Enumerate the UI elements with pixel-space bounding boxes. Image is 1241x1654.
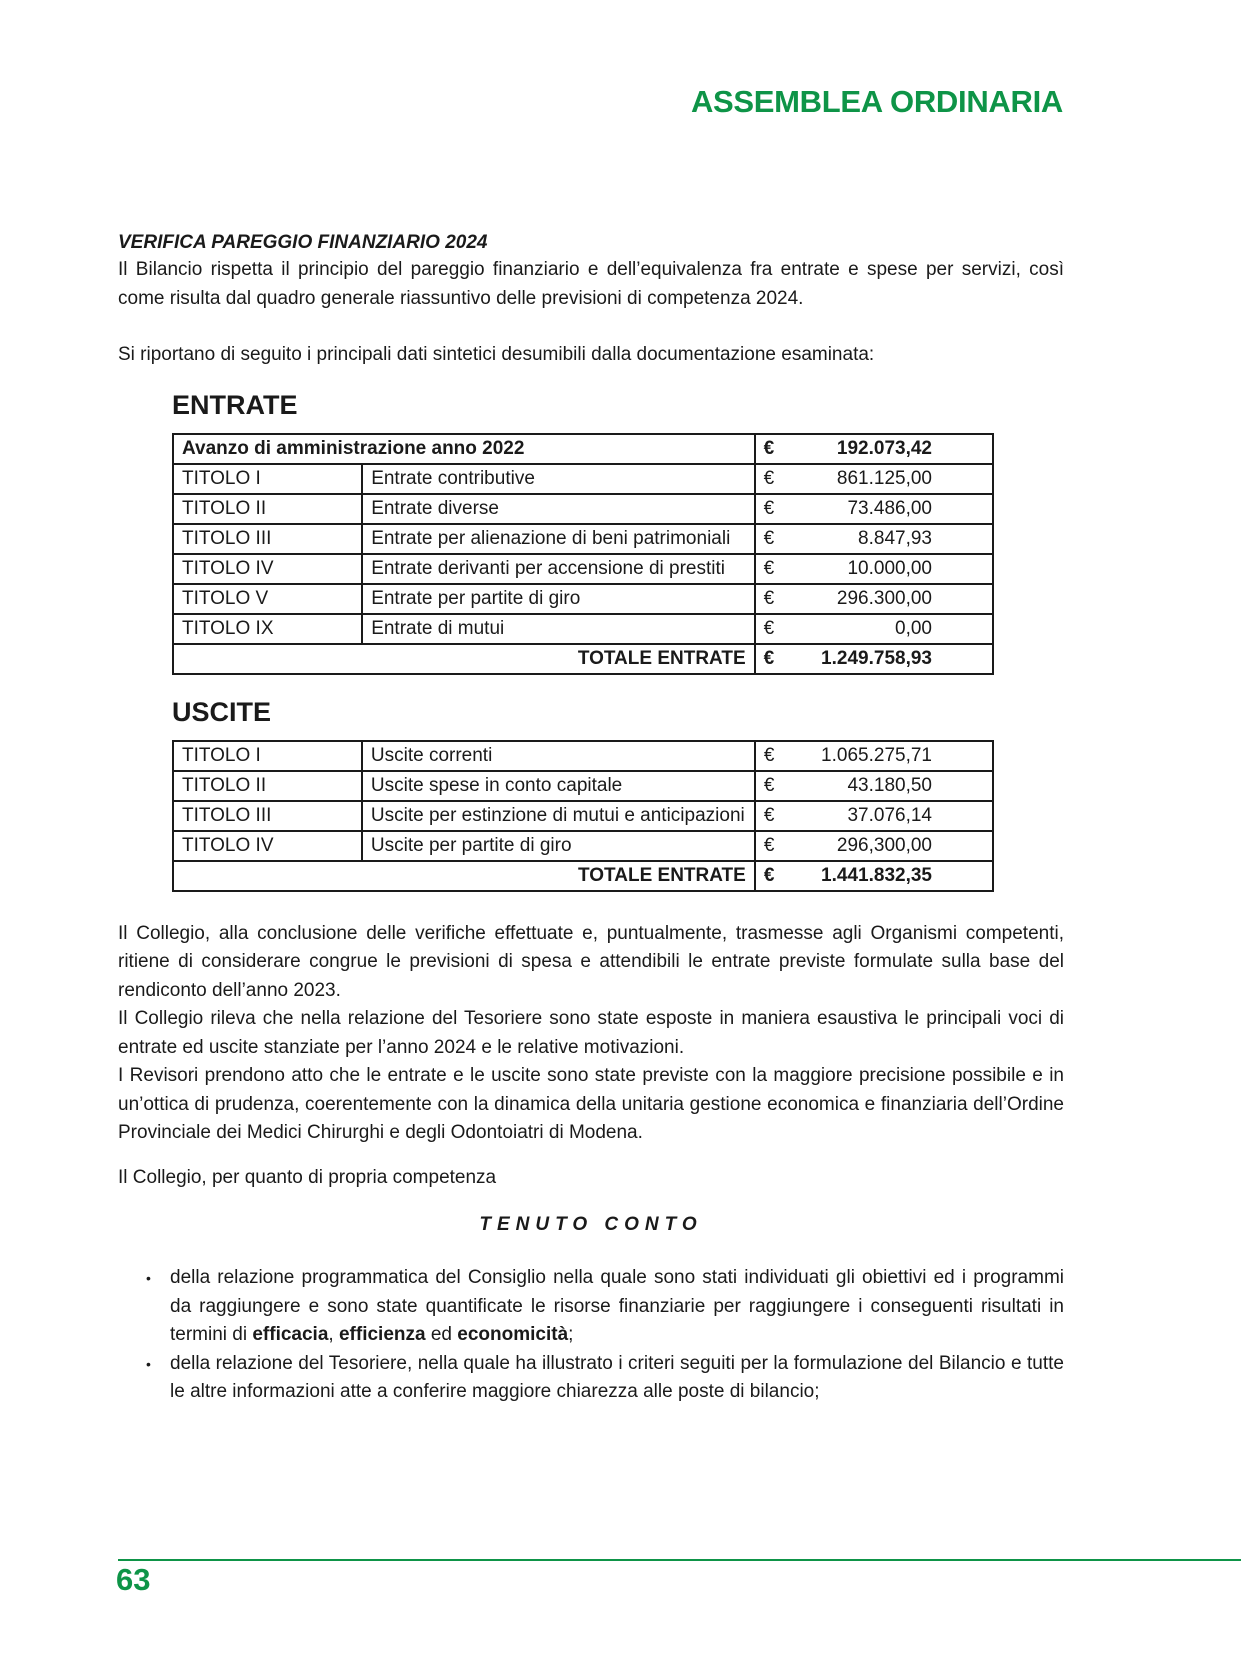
amount-value: 296,300,00 bbox=[836, 834, 932, 856]
amount-cell bbox=[755, 524, 993, 554]
list-item-separator: , bbox=[328, 1324, 339, 1345]
list-item-text: della relazione del Tesoriere, nella quale ha illustrato i criteri seguiti per la formulazione del Bilancio e tutte le altre informazioni atte a conferire maggiore chiarezza alle poste di bilancio; bbox=[170, 1352, 1064, 1402]
amount-value: 37.076,14 bbox=[847, 804, 932, 826]
list-item-separator: ed bbox=[425, 1324, 458, 1345]
currency-symbol: € bbox=[763, 437, 775, 459]
avanzo-amount: 192.073,42 bbox=[836, 437, 932, 459]
description-cell: Entrate per partite di giro bbox=[362, 584, 754, 614]
collegio-paragraph: Il Collegio, alla conclusione delle verifiche effettuate e, puntualmente, trasmesse agli Organismi competenti, ritiene di considerare congrue le previsioni di spesa e attendibili le entrate previste formulate sulla base del rendiconto dell’anno 2023. bbox=[118, 922, 1064, 1001]
amount-cell bbox=[755, 831, 993, 861]
bullet-icon: • bbox=[146, 1270, 151, 1286]
intro-paragraph: Il Bilancio rispetta il principio del pareggio finanziario e dell’equivalenza fra entrate e spese per servizi, così come risulta dal quadro generale riassuntivo delle previsioni di competenza 2024. bbox=[118, 259, 1064, 309]
titolo-cell: TITOLO I bbox=[173, 464, 362, 494]
amount-value: 43.180,50 bbox=[847, 774, 932, 796]
amount-value: 861.125,00 bbox=[836, 467, 932, 489]
tesoriere-paragraph: Il Collegio rileva che nella relazione del Tesoriere sono state esposte in maniera esaustiva le principali voci di entrate ed uscite stanziate per l’anno 2024 e le relative motivazioni. bbox=[118, 1008, 1064, 1058]
currency-symbol: € bbox=[763, 527, 775, 549]
description-cell: Uscite per estinzione di mutui e anticipazioni bbox=[362, 801, 755, 831]
currency-symbol: € bbox=[763, 557, 775, 579]
description-cell: Entrate di mutui bbox=[362, 614, 754, 644]
bullet-icon: • bbox=[146, 1355, 151, 1372]
description-cell: Entrate diverse bbox=[362, 494, 754, 524]
entrate-heading: ENTRATE bbox=[172, 389, 298, 420]
currency-symbol: € bbox=[763, 864, 775, 886]
description-cell: Uscite spese in conto capitale bbox=[362, 771, 755, 801]
titolo-cell: TITOLO III bbox=[173, 801, 362, 831]
emphasis-economicita: economicità bbox=[457, 1324, 569, 1345]
titolo-cell: TITOLO II bbox=[173, 771, 362, 801]
total-amount: 1.249.758,93 bbox=[821, 647, 932, 669]
description-cell: Uscite per partite di giro bbox=[362, 831, 755, 861]
table-row bbox=[173, 494, 993, 524]
main-content bbox=[118, 230, 1064, 1407]
amount-cell bbox=[755, 614, 993, 644]
uscite-block bbox=[172, 695, 994, 892]
tenuto-conto-heading: TENUTO CONTO bbox=[479, 1214, 703, 1235]
list-item bbox=[146, 1264, 1064, 1350]
amount-value: 0,00 bbox=[895, 617, 932, 639]
entrate-block bbox=[172, 388, 994, 675]
avanzo-amount-cell bbox=[755, 434, 993, 464]
amount-value: 296.300,00 bbox=[836, 587, 932, 609]
amount-value: 8.847,93 bbox=[858, 527, 932, 549]
amount-cell bbox=[755, 771, 993, 801]
currency-symbol: € bbox=[763, 834, 775, 856]
total-amount: 1.441.832,35 bbox=[821, 864, 932, 886]
currency-symbol: € bbox=[763, 617, 775, 639]
table-row bbox=[173, 771, 993, 801]
amount-cell bbox=[755, 494, 993, 524]
tenuto-conto-list bbox=[118, 1264, 1064, 1407]
table-row bbox=[173, 554, 993, 584]
currency-symbol: € bbox=[763, 774, 775, 796]
uscite-heading: USCITE bbox=[172, 696, 272, 727]
amount-cell bbox=[755, 464, 993, 494]
description-cell: Uscite correnti bbox=[362, 741, 755, 771]
list-item bbox=[146, 1350, 1064, 1407]
avanzo-label: Avanzo di amministrazione anno 2022 bbox=[173, 434, 755, 464]
total-amount-cell bbox=[755, 861, 993, 891]
uscite-table bbox=[172, 740, 994, 892]
currency-symbol: € bbox=[763, 497, 775, 519]
titolo-cell: TITOLO IX bbox=[173, 614, 362, 644]
avanzo-row bbox=[173, 434, 993, 464]
entrate-table bbox=[172, 433, 994, 675]
table-row bbox=[173, 801, 993, 831]
titolo-cell: TITOLO IV bbox=[173, 831, 362, 861]
currency-symbol: € bbox=[763, 587, 775, 609]
table-row bbox=[173, 464, 993, 494]
total-row bbox=[173, 861, 993, 891]
titolo-cell: TITOLO I bbox=[173, 741, 362, 771]
currency-symbol: € bbox=[763, 804, 775, 826]
section-heading: VERIFICA PAREGGIO FINANZIARIO 2024 bbox=[118, 232, 488, 253]
titolo-cell: TITOLO III bbox=[173, 524, 362, 554]
description-cell: Entrate derivanti per accensione di prestiti bbox=[362, 554, 754, 584]
total-label: TOTALE ENTRATE bbox=[173, 861, 755, 891]
footer-divider bbox=[118, 1559, 1241, 1561]
table-row bbox=[173, 831, 993, 861]
titolo-cell: TITOLO II bbox=[173, 494, 362, 524]
currency-symbol: € bbox=[763, 647, 775, 669]
currency-symbol: € bbox=[763, 744, 775, 766]
currency-symbol: € bbox=[763, 467, 775, 489]
list-item-end: ; bbox=[568, 1324, 574, 1345]
lead-paragraph: Si riportano di seguito i principali dati sintetici desumibili dalla documentazione esaminata: bbox=[118, 344, 875, 365]
page-number: 63 bbox=[116, 1562, 151, 1597]
titolo-cell: TITOLO V bbox=[173, 584, 362, 614]
emphasis-efficacia: efficacia bbox=[252, 1324, 329, 1345]
amount-cell bbox=[755, 801, 993, 831]
revisori-paragraph: I Revisori prendono atto che le entrate e le uscite sono state previste con la maggiore precisione possibile e in un’ottica di prudenza, coerentemente con la dinamica della unitaria gestione economica e finanziaria dell’Ordine Provinciale dei Medici Chirurghi e degli Odontoiatri di Modena. bbox=[118, 1065, 1064, 1143]
page-header-title: ASSEMBLEA ORDINARIA bbox=[690, 84, 1063, 119]
total-row bbox=[173, 644, 993, 674]
table-row bbox=[173, 584, 993, 614]
amount-value: 73.486,00 bbox=[847, 497, 932, 519]
total-amount-cell bbox=[755, 644, 993, 674]
description-cell: Entrate per alienazione di beni patrimoniali bbox=[362, 524, 754, 554]
emphasis-efficienza: efficienza bbox=[338, 1324, 426, 1345]
description-cell: Entrate contributive bbox=[362, 464, 754, 494]
titolo-cell: TITOLO IV bbox=[173, 554, 362, 584]
amount-cell bbox=[755, 584, 993, 614]
table-row bbox=[173, 614, 993, 644]
amount-value: 10.000,00 bbox=[847, 557, 932, 579]
table-row bbox=[173, 524, 993, 554]
competenza-paragraph: Il Collegio, per quanto di propria competenza bbox=[118, 1166, 497, 1188]
amount-cell bbox=[755, 554, 993, 584]
table-row bbox=[173, 741, 993, 771]
list-item-text: della relazione programmatica del Consiglio nella quale sono stati individuati gli obiettivi ed i programmi da raggiungere e sono state quantificate le risorse finanziarie per raggiungere i conseguenti risultati in termini di bbox=[170, 1267, 1064, 1345]
amount-value: 1.065.275,71 bbox=[821, 744, 932, 766]
amount-cell bbox=[755, 741, 993, 771]
total-label: TOTALE ENTRATE bbox=[173, 644, 755, 674]
